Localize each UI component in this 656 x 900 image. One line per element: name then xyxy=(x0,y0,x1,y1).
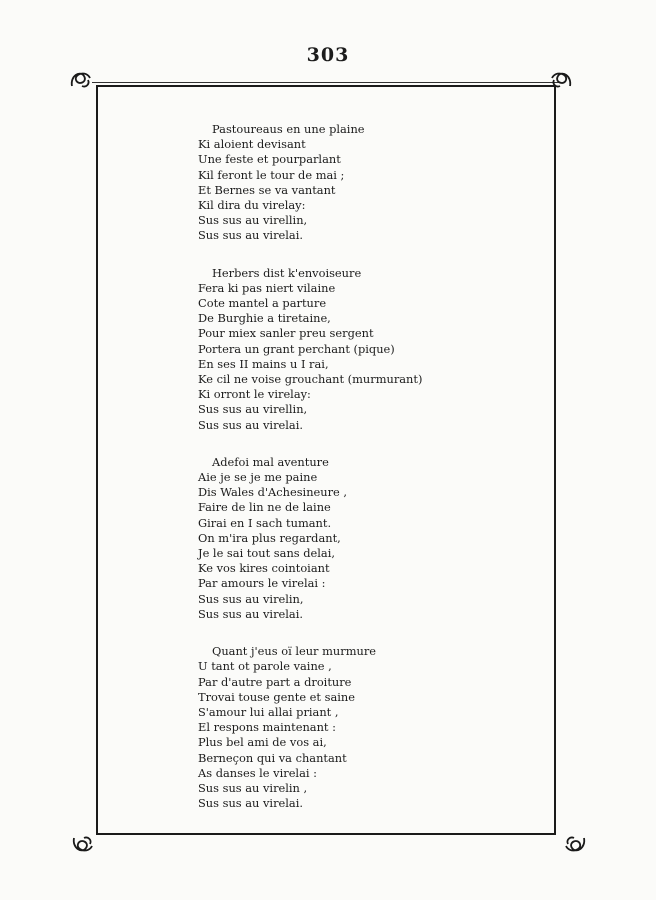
verse-line: Pastoureaus en une plaine xyxy=(212,122,365,136)
verse-line: Fera ki pas niert vilaine xyxy=(198,280,336,295)
verse-line: S'amour lui allai priant , xyxy=(198,704,339,719)
verse-line: Et Bernes se va vantant xyxy=(198,182,336,197)
verse-line: Pour miex sanler preu sergent xyxy=(198,326,374,341)
verse-line: Sus sus au virellin, xyxy=(198,213,308,228)
verse-line: Ke cil ne voise grouchant (murmurant) xyxy=(198,372,423,387)
verse-line: Par amours le virelai : xyxy=(198,576,326,591)
verse-line: U tant ot parole vaine , xyxy=(198,659,332,674)
verse-line: Berneçon qui va chantant xyxy=(198,750,347,765)
poem-body xyxy=(198,122,518,833)
verse-line: Sus sus au virelai. xyxy=(198,228,303,243)
verse-line: Dis Wales d'Achesineure , xyxy=(198,485,348,500)
verse-line: Adefoi mal aventure xyxy=(212,454,329,469)
verse-line: Sus sus au virelai. xyxy=(198,796,303,811)
verse-line: Sus sus au virelin , xyxy=(198,780,308,795)
flourish-ornament-icon xyxy=(548,66,574,92)
verse-line: Plus bel ami de vos ai, xyxy=(198,735,327,750)
verse-line: Girai en I sach tumant. xyxy=(198,515,332,530)
verse-line: Je le sai tout sans delai, xyxy=(198,546,335,561)
stanza-1 xyxy=(198,122,518,244)
verse-line: El respons maintenant : xyxy=(198,720,336,735)
stanza-2 xyxy=(198,266,518,433)
verse-line: Ke vos kires cointoiant xyxy=(198,561,330,576)
verse-line: Kil feront le tour de mai ; xyxy=(198,167,345,182)
flourish-ornament-icon xyxy=(68,66,94,92)
stanza-4 xyxy=(198,644,518,811)
flourish-ornament-icon xyxy=(70,832,96,858)
verse-line: Sus sus au virelai. xyxy=(198,417,303,432)
verse-line: Aie je se je me paine xyxy=(198,470,318,485)
verse-line: Par d'autre part a droiture xyxy=(198,674,352,689)
verse-line: Sus sus au virelin, xyxy=(198,591,304,606)
verse-line: Ki aloient devisant xyxy=(198,137,306,152)
verse-line: Sus sus au virellin, xyxy=(198,402,308,417)
verse-line: En ses II mains u I rai, xyxy=(198,356,329,371)
frame-top-rule xyxy=(92,82,560,83)
verse-line: Une feste et pourparlant xyxy=(198,152,341,167)
verse-line: Sus sus au virelai. xyxy=(198,606,303,621)
page-number: 303 xyxy=(306,44,350,66)
verse-line: Trovai touse gente et saine xyxy=(198,689,355,704)
verse-line: Kil dira du virelay: xyxy=(198,198,306,213)
verse-line: Ki orront le virelay: xyxy=(198,387,311,402)
verse-line: Cote mantel a parture xyxy=(198,296,327,311)
verse-line: De Burghie a tiretaine, xyxy=(198,311,331,326)
flourish-ornament-icon xyxy=(562,832,588,858)
verse-line: Faire de lin ne de laine xyxy=(198,500,331,515)
verse-line: Portera un grant perchant (pique) xyxy=(198,341,395,356)
verse-line: Quant j'eus oï leur murmure xyxy=(212,644,377,659)
verse-line: As danses le virelai : xyxy=(198,765,317,780)
verse-line: On m'ira plus regardant, xyxy=(198,530,341,545)
stanza-3 xyxy=(198,455,518,622)
verse-line: Herbers dist k'envoiseure xyxy=(212,265,362,280)
